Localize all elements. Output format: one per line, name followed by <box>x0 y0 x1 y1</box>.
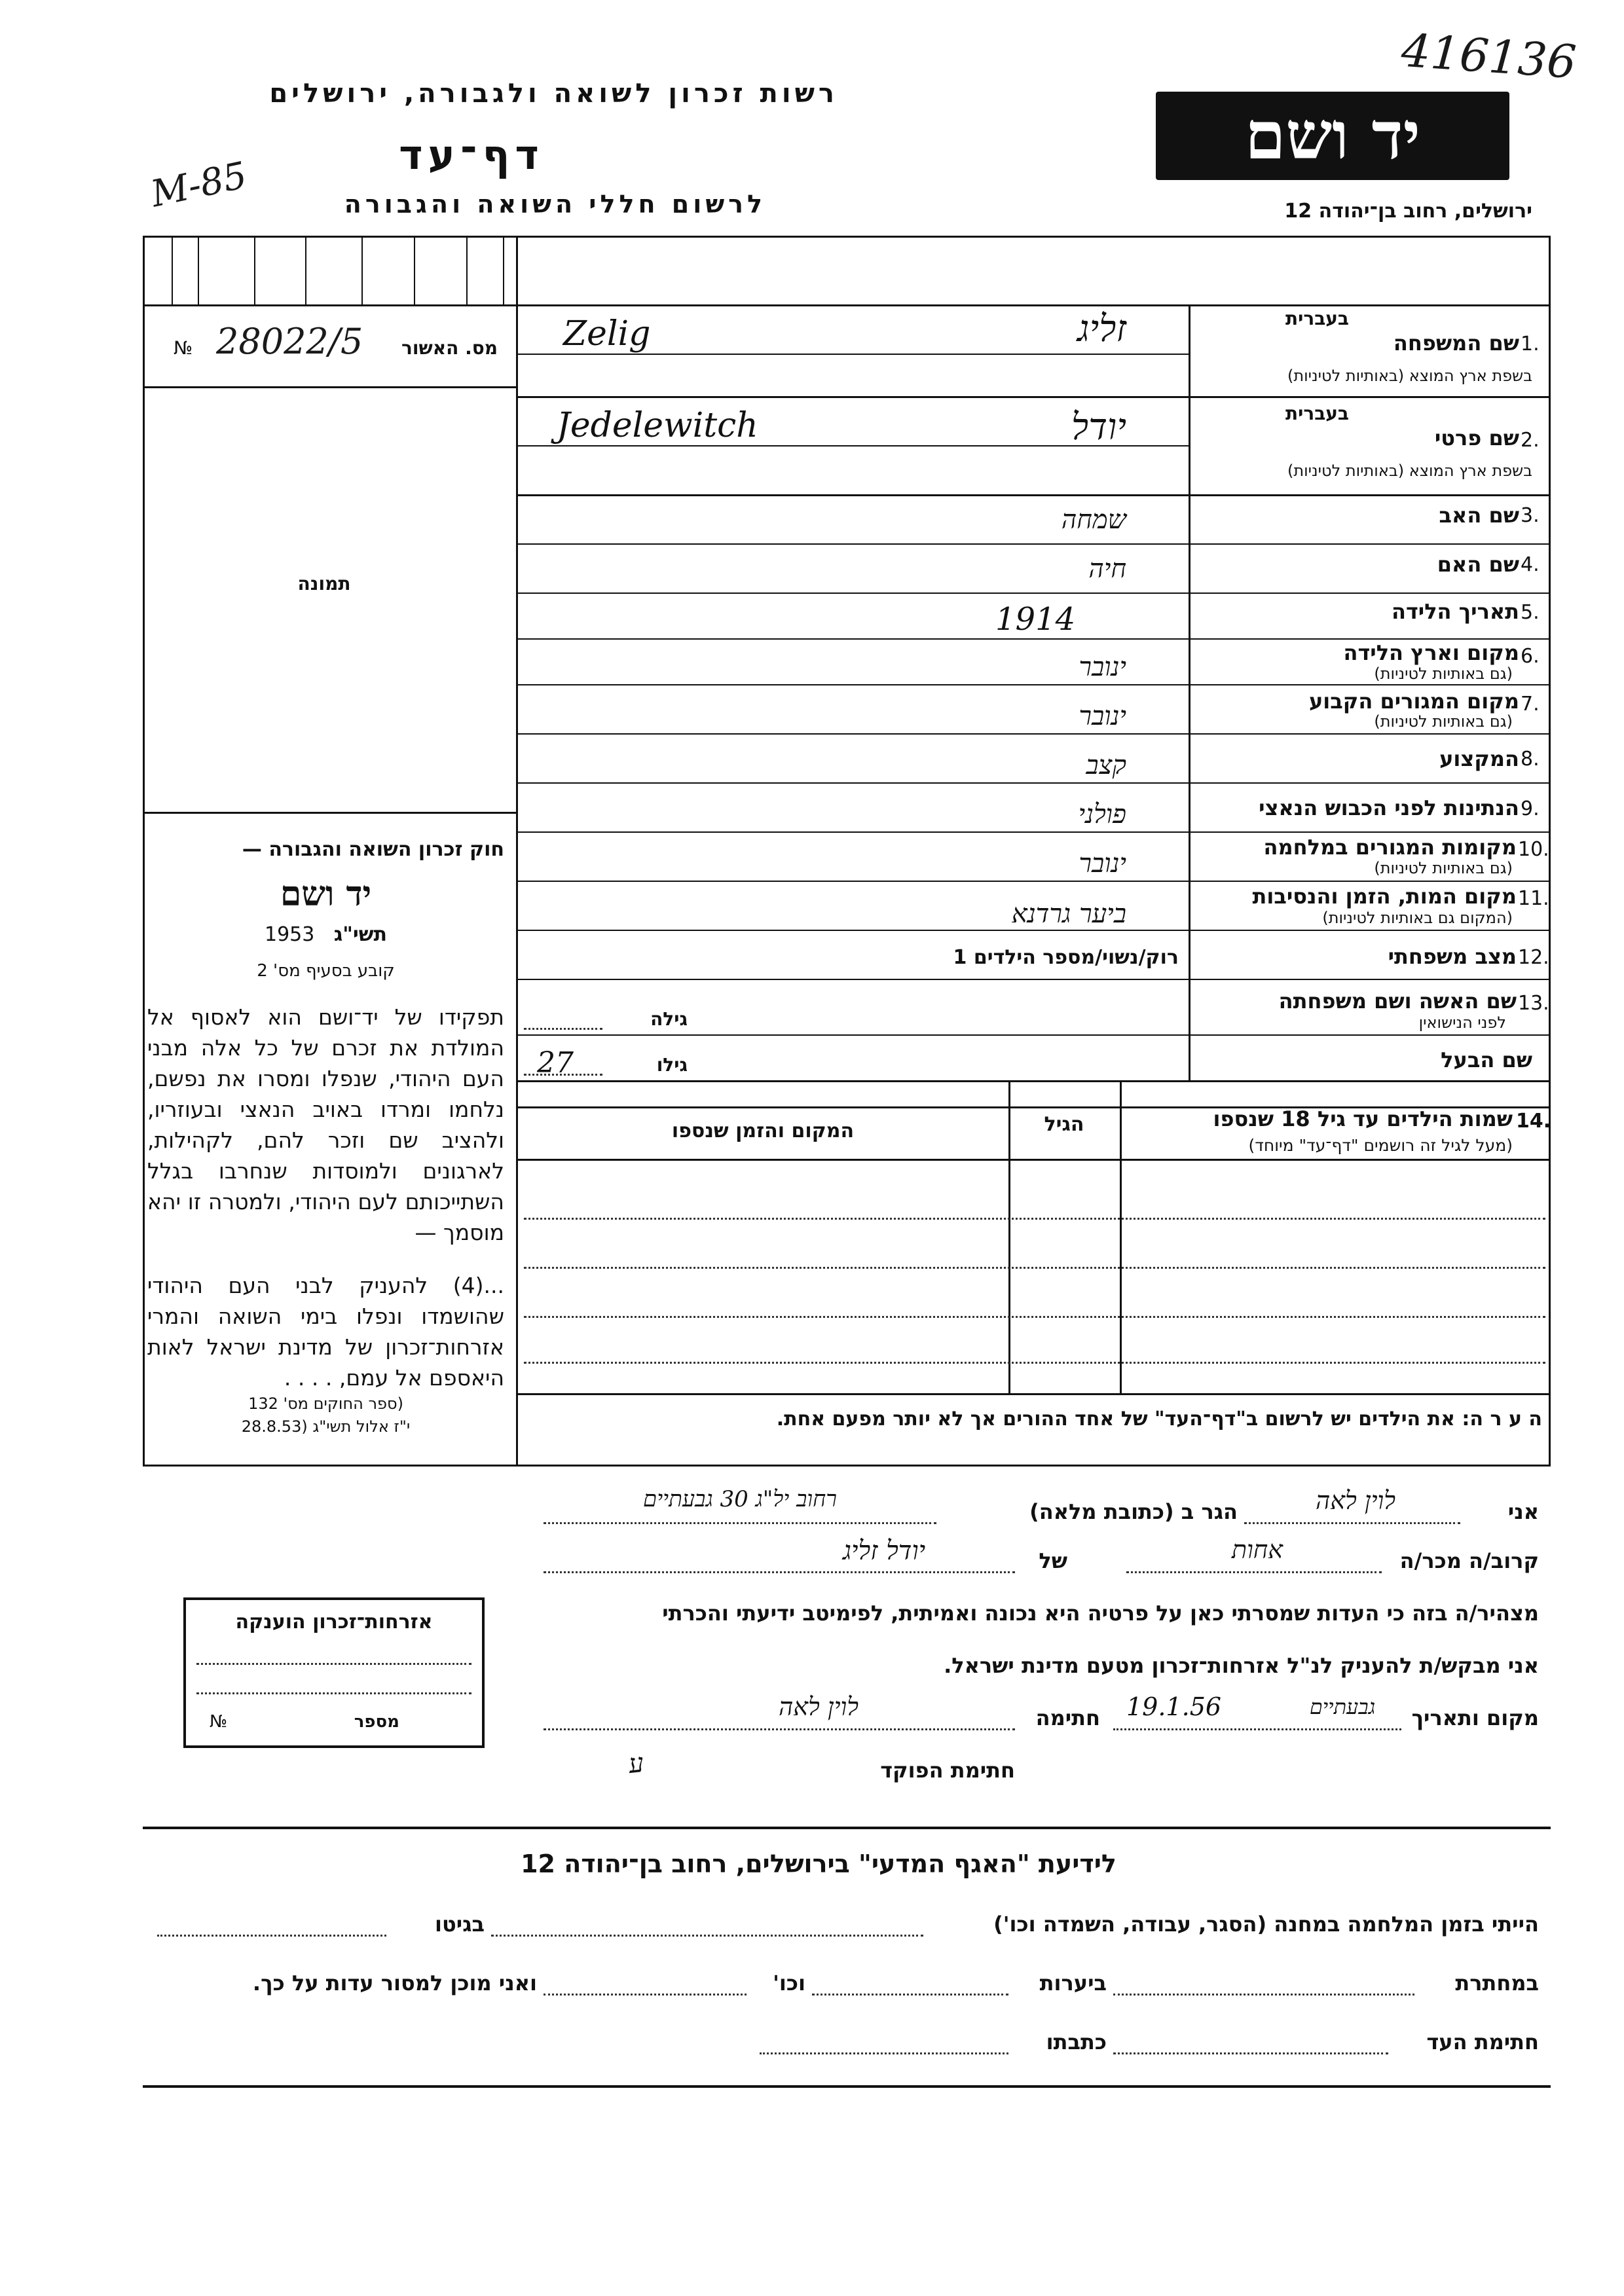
citizenship-box-no: № <box>210 1712 228 1732</box>
field-1-number: 1. <box>1521 333 1540 355</box>
husband-age-label: גילו <box>656 1054 688 1076</box>
field-9-number: 9. <box>1521 797 1540 820</box>
form-title: דף־עד <box>399 131 544 179</box>
field-3-number: 3. <box>1521 504 1540 527</box>
field-2-value-latin[interactable]: Jedelewitch <box>557 406 758 445</box>
law-text: תפקידו של יד־ושם הוא לאסוף אל המולדת את זכרם של כל אלה מבני העם היהודי, שנפלו ומסרו את נפשם, נלחמו ומרדו באויב הנאצי ובעוזריו, ולהציב שם וזכר להם, לקהילות, לארגונים ולמוסדות שנחרבו בגלל השתייכותם לעם היהודי, ולמטרה זו יהא מוסמך — <box>147 1004 504 1245</box>
yad-vashem-logo <box>1156 92 1509 180</box>
record-no-prefix: № <box>174 337 193 359</box>
field-1-value-latin[interactable]: Zelig <box>563 314 651 354</box>
decl-official-label: חתימת הפוקד <box>880 1758 1015 1783</box>
law-title: חוק זכרון השואה והגבורה — <box>242 838 504 861</box>
field-1-value-hebrew[interactable]: זליג <box>1077 308 1126 350</box>
field-11-value[interactable]: ביער גרדנא <box>1011 899 1126 929</box>
field-4-value[interactable]: חיה <box>1088 554 1126 584</box>
field-7-sub: (גם באותיות לטיניות) <box>1374 712 1513 731</box>
footer-line2-c: וכו' <box>773 1971 805 1995</box>
record-no-label: מס. האשור <box>401 337 498 359</box>
husband-age-dots <box>524 1074 602 1076</box>
footer-line2-a: במחתרת <box>1455 1971 1539 1995</box>
decl-place-value[interactable]: גבעתיים <box>1309 1694 1376 1719</box>
field-11-sub: (המקום גם באותיות לטיניות) <box>1322 909 1513 927</box>
decl-signature-label: חתימה <box>1035 1705 1100 1730</box>
field-12-label: מצב משפחתי <box>1388 944 1517 969</box>
field-1-heb-tag: בעברית <box>1285 308 1349 329</box>
children-col-place: המקום והזמן שנספו <box>671 1120 855 1142</box>
field-2-number: 2. <box>1521 429 1540 452</box>
field-3-value[interactable]: שמחה <box>1061 505 1126 535</box>
decl-line1-address[interactable]: רחוב יל"ג 30 גבעתיים <box>643 1486 837 1512</box>
children-number: 14. <box>1516 1110 1551 1133</box>
field-10-number: 10. <box>1518 838 1549 861</box>
form-subtitle: לרשום חללי השואה והגבורה <box>344 190 766 219</box>
field-13-age-dots[interactable] <box>524 1028 602 1030</box>
note-text: ה ע ר ה: את הילדים יש לרשום ב"דף־העד" של אחד ההורים אך לא יותר מפעם אחת. <box>776 1408 1542 1430</box>
field-8-label: המקצוע <box>1439 746 1519 771</box>
field-8-value[interactable]: קצב <box>1086 750 1126 780</box>
field-2-label: שם פרטי <box>1434 426 1519 450</box>
field-5-value[interactable]: 1914 <box>995 601 1076 638</box>
children-col-age: הגיל <box>1044 1113 1084 1136</box>
field-5-number: 5. <box>1521 601 1540 624</box>
field-13-label: שם האשה ושם משפחתה <box>1278 989 1517 1013</box>
field-2-value-hebrew[interactable]: יודל <box>1071 406 1126 448</box>
decl-date-value[interactable]: 19.1.56 <box>1126 1692 1222 1721</box>
field-6-value[interactable]: ינובר <box>1079 652 1126 682</box>
field-12-number: 12. <box>1518 946 1549 969</box>
decl-line2-name[interactable]: יודל זליג <box>842 1536 926 1566</box>
header-address: ירושלים, רחוב בן־יהודה 12 <box>1284 200 1532 223</box>
decl-line1-prefix: אני <box>1507 1499 1539 1524</box>
field-2-sub: בשפת ארץ המוצא (באותיות לטיניות) <box>1287 462 1532 480</box>
field-9-label: הנתינות לפני הכבוש הנאצי <box>1259 795 1519 820</box>
field-6-sub: (גם באותיות לטיניות) <box>1374 665 1513 683</box>
field-6-number: 6. <box>1521 645 1540 668</box>
authority-title: רשות זכרון לשואה ולגבורה, ירושלים <box>269 79 838 109</box>
decl-line2-relation[interactable]: אחות <box>1231 1535 1283 1564</box>
field-10-value[interactable]: ינובר <box>1079 848 1126 879</box>
decl-line1-mid: הגר ב (כתובת מלאה) <box>1029 1499 1238 1524</box>
decl-official-signature[interactable]: ﬠ <box>627 1747 646 1780</box>
field-6-label: מקום וארץ הלידה <box>1343 640 1519 665</box>
field-1-label: שם המשפחה <box>1393 331 1519 355</box>
footer-line1-a: הייתי בזמן המלחמה במחנה (הסגר, עבודה, השמדה וכו') <box>993 1912 1539 1937</box>
footer-line3-a: חתימת העד <box>1426 2030 1539 2054</box>
law-name: יד ושם <box>280 874 372 914</box>
citizenship-box-title: אזרחות־זכרון הוענקה <box>235 1611 433 1633</box>
decl-signature-value[interactable]: לוין לאה <box>778 1692 859 1721</box>
field-4-label: שם האם <box>1437 552 1519 577</box>
field-9-value[interactable]: פולני <box>1078 799 1126 829</box>
archive-number: 416136 <box>1399 23 1578 90</box>
law-text-2: ...(4) להעניק לבני העם היהודי שהושמדו ונפלו בימי השואה והמרי אזרחות־זכרון של מדינת ישראל לאות היאספם אל עמם, . . . . <box>147 1273 504 1391</box>
law-clause: קובע בסעיף מס' 2 <box>257 961 395 981</box>
field-1-sub: בשפת ארץ המוצא (באותיות לטיניות) <box>1287 367 1532 385</box>
field-13-sub: לפני הנישואין <box>1418 1013 1506 1032</box>
field-10-label: מקומות המגורים במלחמה <box>1263 835 1517 860</box>
decl-line1-name[interactable]: לוין לאה <box>1315 1486 1396 1515</box>
decl-line2-of: של <box>1039 1548 1067 1573</box>
margin-note: M-85 <box>147 154 251 216</box>
field-7-number: 7. <box>1521 693 1540 716</box>
record-no-value[interactable]: 28022/5 <box>216 321 363 362</box>
law-year: 1953 <box>264 923 315 946</box>
field-3-label: שם האב <box>1439 503 1519 528</box>
husband-label: שם הבעל <box>1441 1048 1532 1072</box>
decl-line2-prefix: קרוב/ה מכר/ה <box>1399 1548 1539 1573</box>
footer-title: לידיעת "האגף המדעי" בירושלים, רחוב בן־יהודה 12 <box>521 1850 1116 1878</box>
field-12-value[interactable]: רוק/נשוי/מספר הילדים 1 <box>953 946 1179 969</box>
field-10-sub: (גם באותיות לטיניות) <box>1374 859 1513 877</box>
decl-line3: מצהיר/ה בזה כי העדות שמסרתי כאן על פרטיה היא נכונה ואמיתית, לפימיטב ידיעתי והכרתי <box>662 1601 1539 1626</box>
husband-age-value[interactable]: 27 <box>537 1046 574 1080</box>
footer-line1-b: בגיטו <box>435 1912 485 1937</box>
footer-line3-b: כתבתו <box>1046 2030 1107 2054</box>
field-4-number: 4. <box>1521 553 1540 576</box>
field-8-number: 8. <box>1521 748 1540 771</box>
field-5-label: תאריך הלידה <box>1391 599 1519 624</box>
field-7-label: מקום המגורים הקבוע <box>1308 689 1519 714</box>
field-7-value[interactable]: ינובר <box>1079 701 1126 731</box>
field-2-heb-tag: בעברית <box>1285 403 1349 424</box>
logo-text: יד ושם <box>1245 97 1420 174</box>
decl-place-date-label: מקום ותאריך <box>1411 1705 1539 1730</box>
field-11-label: מקום המות, הזמן והנסיבות <box>1252 884 1517 909</box>
field-13-number: 13. <box>1518 992 1549 1015</box>
field-13-age-label: גילה <box>650 1008 688 1030</box>
children-subtitle: (מעל לגיל זה רושמים "דף־עד" מיוחד) <box>1248 1136 1513 1155</box>
law-ref-2: י"ז אלול תשי"ג (28.8.53 <box>241 1417 411 1436</box>
citizenship-box-number: מספר <box>354 1712 399 1732</box>
footer-line2-b: ביערות <box>1039 1971 1107 1995</box>
photo-label: תמונה <box>297 573 351 594</box>
law-year-hebrew: תשי"ג <box>333 923 387 946</box>
decl-line4: אני מבקש/ת להעניק לנ"ל אזרחות־זכרון מטעם מדינת ישראל. <box>944 1653 1539 1678</box>
footer-line2-d: ואני מוכן למסור עדות על כך. <box>252 1971 537 1995</box>
field-11-number: 11. <box>1518 887 1549 910</box>
children-title: שמות הילדים עד גיל 18 שנספו <box>1213 1106 1513 1131</box>
law-ref-1: (ספר החוקים מס' 132 <box>248 1394 403 1413</box>
law-year-row <box>147 923 504 946</box>
